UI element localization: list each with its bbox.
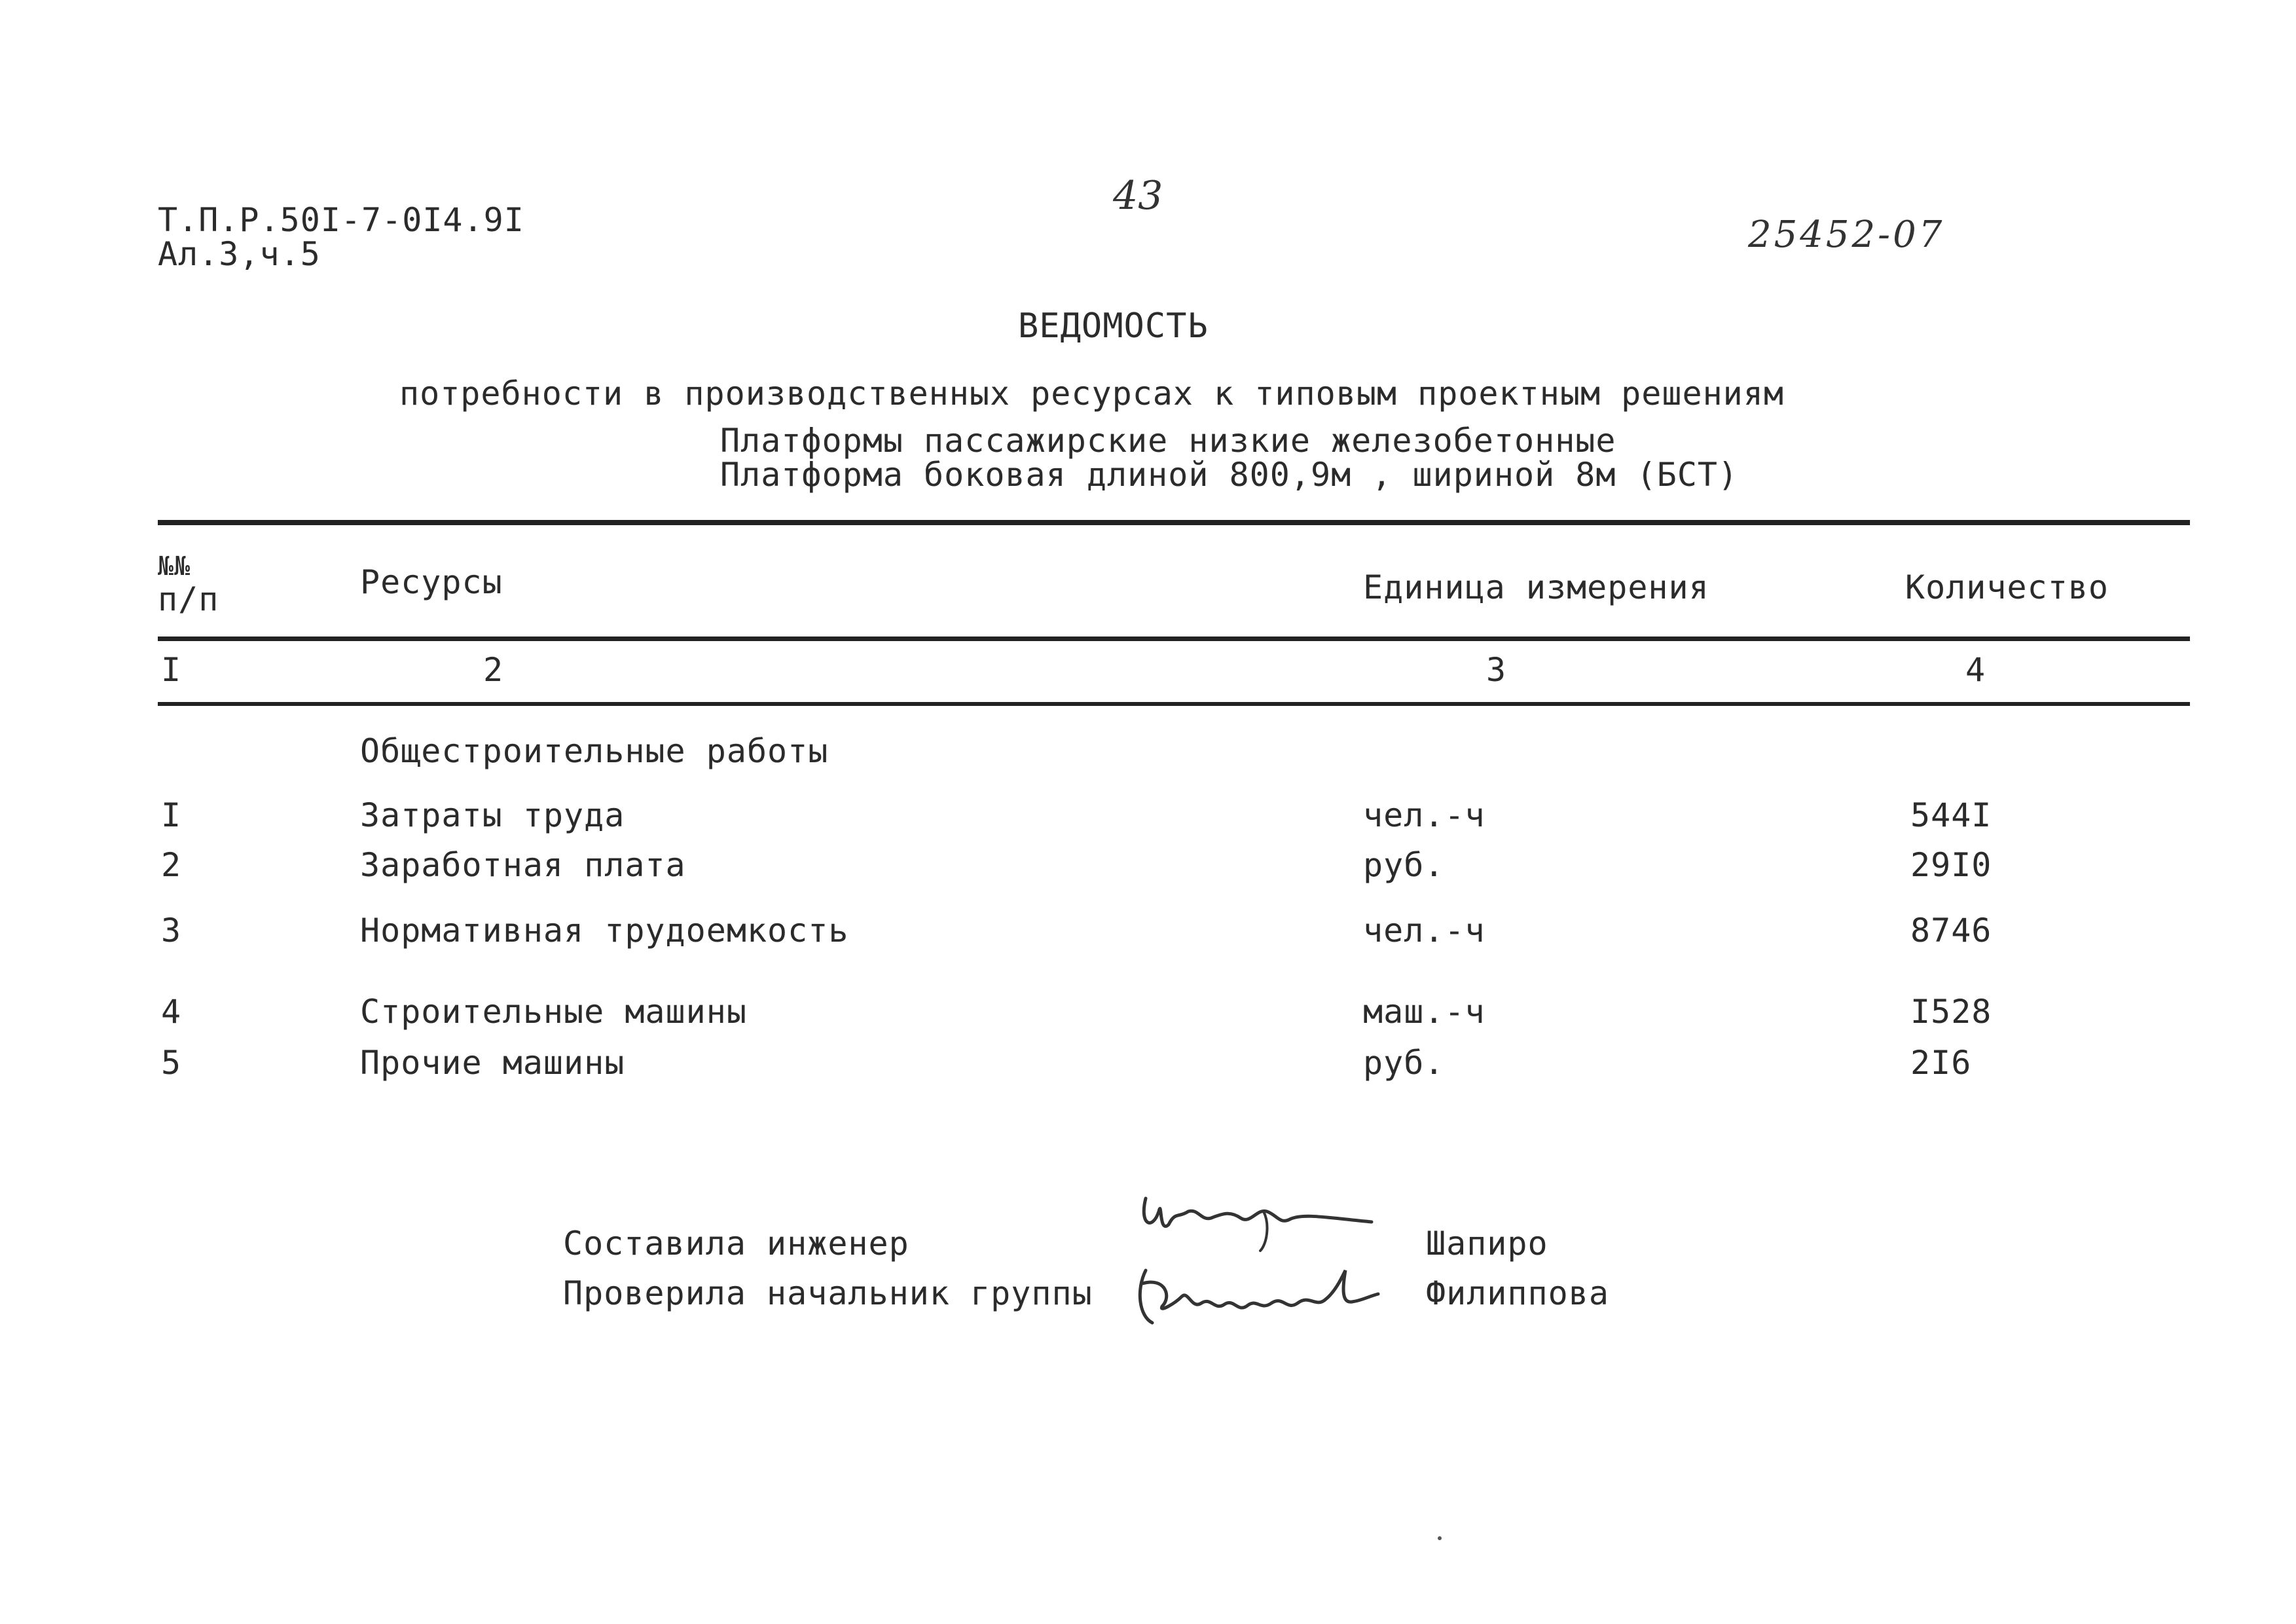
row-number: 3 [161, 912, 182, 950]
row-resource: Прочие машины [360, 1044, 625, 1082]
document-code: Т.П.Р.50І-7-0І4.9І [158, 201, 524, 239]
table-top-rule [158, 520, 2190, 525]
row-quantity: 8746 [1910, 912, 1992, 950]
header-num-line2: п/п [158, 580, 219, 618]
header-resource: Ресурсы [360, 563, 503, 601]
project-variant: Платформа боковая длиной 800,9м , шириной 8м (БСТ) [720, 456, 1739, 494]
row-number: I [161, 796, 182, 834]
row-number: 2 [161, 846, 182, 884]
row-unit: чел.-ч [1363, 912, 1485, 950]
column-numbers-rule [158, 702, 2190, 706]
header-unit: Единица измерения [1363, 568, 1709, 606]
row-number: 5 [161, 1044, 182, 1082]
checked-by-label: Проверила начальник группы [563, 1274, 1093, 1312]
row-resource: Строительные машины [360, 993, 747, 1031]
document-album: Ал.3,ч.5 [158, 235, 321, 273]
header-bottom-rule [158, 637, 2190, 641]
compiled-by-label: Составила инженер [563, 1225, 909, 1263]
row-resource: Нормативная трудоемкость [360, 912, 849, 950]
document-subtitle: потребности в производственных ресурсах к типовым проектным решениям [399, 375, 1784, 413]
project-name: Платформы пассажирские низкие железобетонные [720, 422, 1616, 460]
row-unit: маш.-ч [1363, 993, 1485, 1031]
checked-by-name: Филиппова [1426, 1274, 1609, 1312]
inventory-number: 25452-07 [1748, 213, 1945, 256]
section-title: Общестроительные работы [360, 732, 829, 770]
column-number: 2 [483, 651, 504, 689]
row-number: 4 [161, 993, 182, 1031]
signature-checked [1126, 1251, 1388, 1336]
row-quantity: І528 [1910, 993, 1992, 1031]
compiled-by-name: Шапиро [1426, 1225, 1548, 1263]
page-number: 43 [1113, 173, 1163, 219]
document-title: ВЕДОМОСТЬ [1018, 306, 1209, 346]
row-resource: Заработная плата [360, 846, 686, 884]
row-unit: руб. [1363, 1044, 1445, 1082]
column-number: 4 [1965, 651, 1986, 689]
row-unit: руб. [1363, 846, 1445, 884]
row-quantity: 2І6 [1910, 1044, 1972, 1082]
row-unit: чел.-ч [1363, 796, 1485, 834]
column-number: 3 [1486, 651, 1507, 689]
row-resource: Затраты труда [360, 796, 625, 834]
column-number: I [161, 651, 182, 689]
row-quantity: 544І [1910, 796, 1992, 834]
header-num-line1: №№ [158, 551, 191, 581]
header-quantity: Количество [1905, 568, 2109, 606]
stray-mark [1438, 1536, 1442, 1540]
row-quantity: 29І0 [1910, 846, 1992, 884]
